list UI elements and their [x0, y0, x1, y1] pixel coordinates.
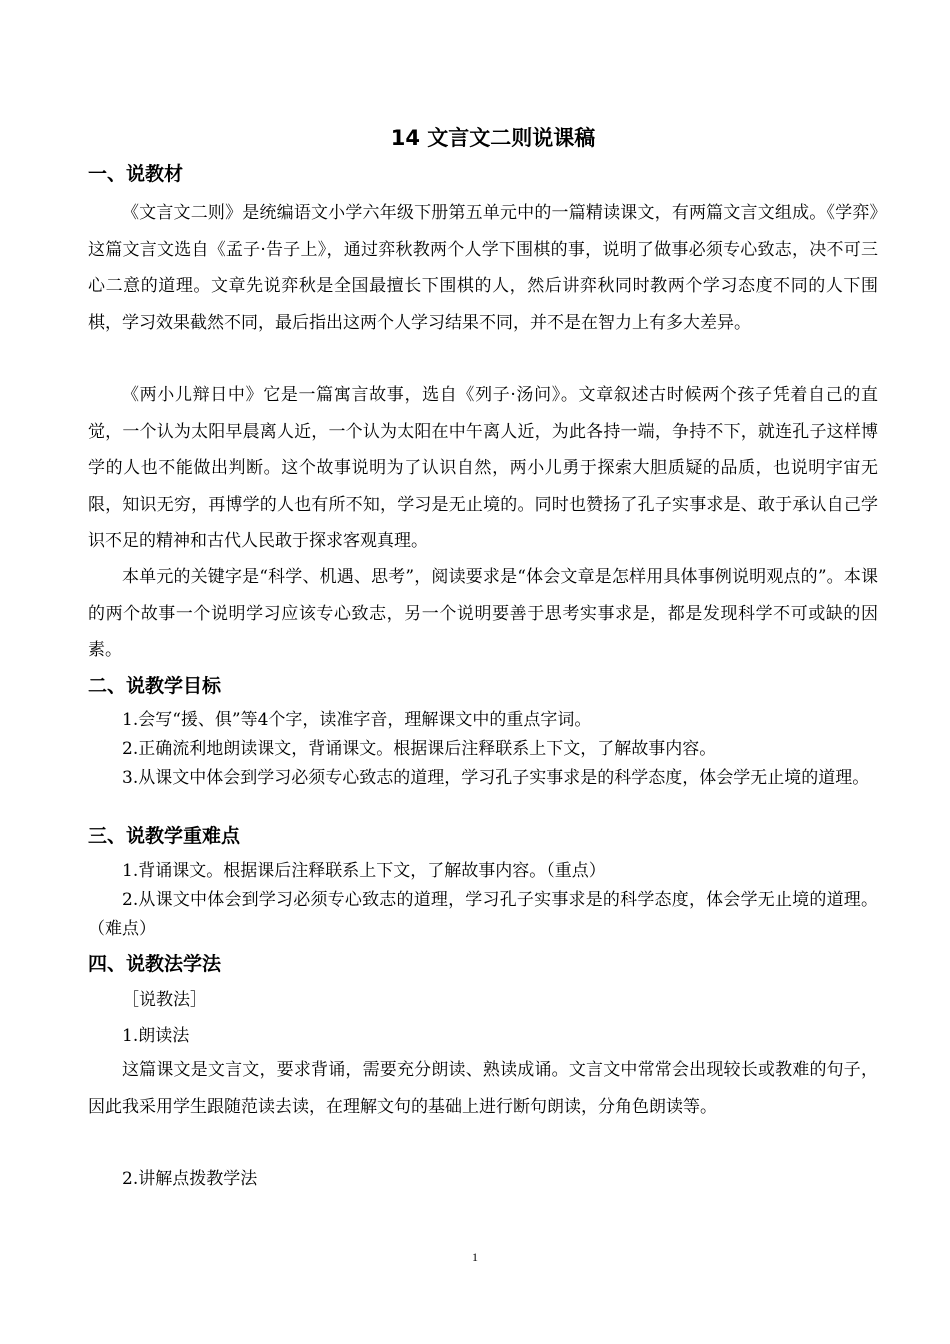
method-title-reading: 1.朗读法: [122, 1026, 190, 1046]
section-heading-teaching-goals: 二、说教学目标: [88, 675, 222, 697]
section-heading-key-difficult-points: 三、说教学重难点: [88, 825, 241, 847]
document-title: 14 文言文二则说课稿: [390, 126, 596, 150]
section-heading-textbook: 一、说教材: [88, 163, 184, 185]
section-heading-teaching-methods: 四、说教法学法: [88, 953, 222, 975]
method-description-reading: 这篇课文是文言文，要求背诵，需要充分朗读、熟读成诵。文言文中常常会出现较长或教难的句子，因此我采用学生跟随范读去读，在理解文句的基础上进行断句朗读，分角色朗读等。: [88, 1060, 878, 1117]
goal-item: 3.从课文中体会到学习必须专心致志的道理，学习孔子实事求是的科学态度，体会学无止境的道理。: [122, 768, 870, 788]
paragraph-two-children-story: 《两小儿辩日中》它是一篇寓言故事，选自《列子·汤问》。文章叙述古时候两个孩子凭着自己的直觉，一个认为太阳早晨离人近，一个认为太阳在中午离人近，为此各持一端，争持不下，就连孔子这样博学的人也不能做出判断。这个故事说明为了认识自然，两小儿勇于探索大胆质疑的品质，也说明宇宙无限，知识无穷，再博学的人也有所不知，学习是无止境的。同时也赞扬了孔子实事求是、敢于承认自己学识不足的精神和古代人民敢于探求客观真理。: [88, 385, 878, 552]
paragraph-unit-keywords: 本单元的关键字是“科学、机遇、思考”，阅读要求是“体会文章是怎样用具体事例说明观点的”。本课的两个故事一个说明学习应该专心致志，另一个说明要善于思考实事求是，都是发现科学不可或缺的因素。: [88, 567, 878, 661]
key-point-item: 1.背诵课文。根据课后注释联系上下文，了解故事内容。（重点）: [122, 861, 606, 881]
goal-item: 1.会写“援、俱”等4个字，读准字音，理解课文中的重点字词。: [122, 710, 592, 730]
subheading-teaching-method: ［说教法］: [122, 990, 207, 1010]
goal-item: 2.正确流利地朗读课文，背诵课文。根据课后注释联系上下文，了解故事内容。: [122, 739, 717, 759]
page-number: 1: [472, 1250, 478, 1264]
difficult-point-item: 2.从课文中体会到学习必须专心致志的道理，学习孔子实事求是的科学态度，体会学无止境的道理。（难点）: [88, 890, 878, 939]
paragraph-textbook-intro: 《文言文二则》是统编语文小学六年级下册第五单元中的一篇精读课文，有两篇文言文组成。《学弈》这篇文言文选自《孟子·告子上》，通过弈秋教两个人学下围棋的事，说明了做事必须专心致志，决不可三心二意的道理。文章先说弈秋是全国最擅长下围棋的人，然后讲弈秋同时教两个学习态度不同的人下围棋，学习效果截然不同，最后指出这两个人学习结果不同，并不是在智力上有多大差异。: [88, 203, 878, 333]
method-title-explanation: 2.讲解点拨教学法: [122, 1169, 258, 1189]
